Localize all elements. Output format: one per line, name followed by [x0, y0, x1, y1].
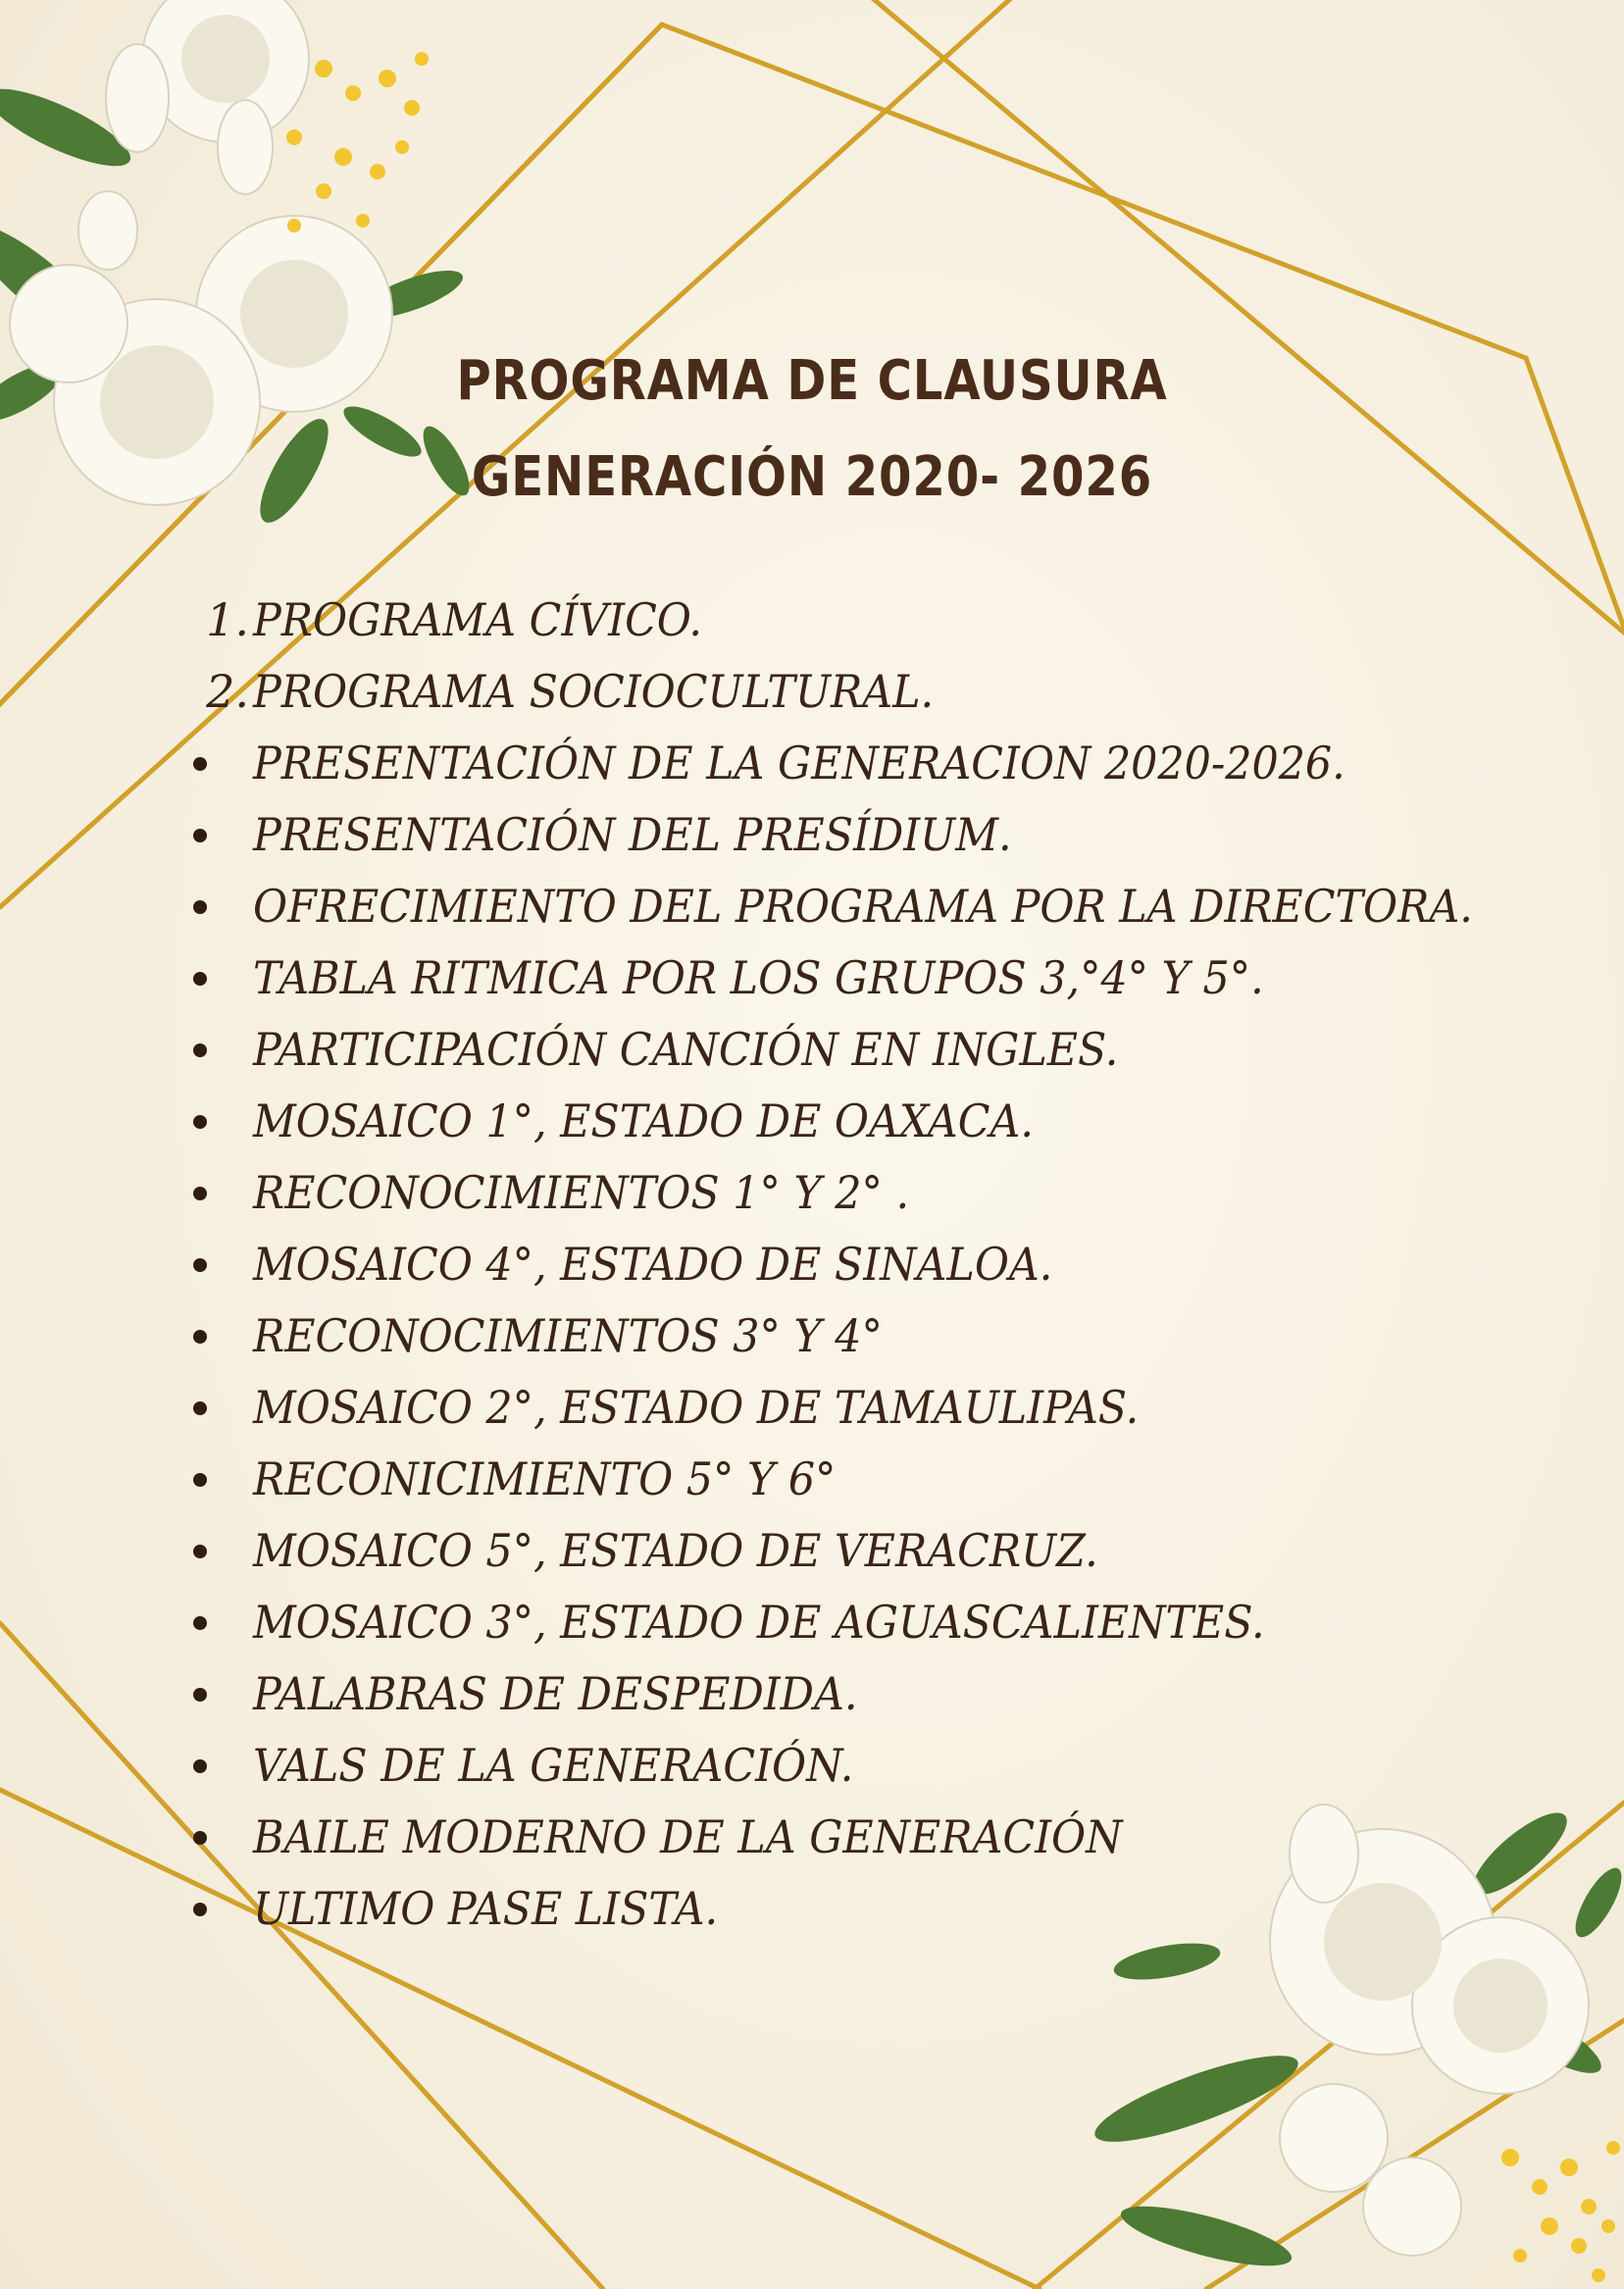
title-line-1: PROGRAMA DE CLAUSURA — [456, 349, 1168, 413]
item-text: MOSAICO 1°, ESTADO DE OAXACA. — [253, 1094, 1034, 1147]
bullet-dot-icon — [193, 1401, 207, 1415]
item-text: PRESENTACIÓN DEL PRESÍDIUM. — [253, 808, 1012, 861]
item-number: 1. — [206, 593, 249, 646]
bullet-item — [196, 1372, 1608, 1444]
bullet-item — [196, 1229, 1608, 1300]
bullet-dot-icon — [193, 1473, 207, 1487]
item-number: 2. — [206, 665, 249, 718]
item-text: PARTICIPACIÓN CANCIÓN EN INGLES. — [253, 1023, 1119, 1076]
bullet-item — [196, 799, 1608, 871]
item-text: ULTIMO PASE LISTA. — [253, 1882, 719, 1935]
bullet-dot-icon — [193, 1115, 207, 1129]
item-text: MOSAICO 2°, ESTADO DE TAMAULIPAS. — [253, 1381, 1140, 1434]
item-text: OFRECIMIENTO DEL PROGRAMA POR LA DIRECTORA. — [253, 880, 1473, 933]
bullet-dot-icon — [193, 757, 207, 771]
item-text: RECONOCIMIENTOS 1° Y 2° . — [253, 1166, 910, 1219]
bullet-dot-icon — [193, 1330, 207, 1344]
bullet-item — [196, 1587, 1608, 1658]
bullet-dot-icon — [193, 1258, 207, 1272]
item-text: PROGRAMA SOCIOCULTURAL. — [253, 665, 935, 718]
bullet-item — [196, 871, 1608, 942]
bullet-item — [196, 1658, 1608, 1730]
program-title — [0, 333, 1624, 526]
bullet-item — [196, 1086, 1608, 1157]
bullet-item — [196, 728, 1608, 799]
bullet-item — [196, 1014, 1608, 1086]
bullet-dot-icon — [193, 829, 207, 842]
title-line-2: GENERACIÓN 2020- 2026 — [471, 445, 1153, 509]
item-text: MOSAICO 3°, ESTADO DE AGUASCALIENTES. — [253, 1596, 1265, 1649]
item-text: RECONOCIMIENTOS 3° Y 4° — [253, 1309, 883, 1362]
bullet-dot-icon — [193, 1043, 207, 1057]
numbered-item — [196, 656, 1608, 728]
item-text: PALABRAS DE DESPEDIDA. — [253, 1667, 858, 1720]
item-text: MOSAICO 4°, ESTADO DE SINALOA. — [253, 1238, 1053, 1291]
item-text: VALS DE LA GENERACIÓN. — [253, 1739, 854, 1792]
bullet-item — [196, 1444, 1608, 1515]
bullet-item — [196, 942, 1608, 1014]
item-text: MOSAICO 5°, ESTADO DE VERACRUZ. — [253, 1524, 1098, 1577]
item-text: BAILE MODERNO DE LA GENERACIÓN — [253, 1810, 1123, 1863]
bullet-dot-icon — [193, 900, 207, 914]
bullet-item — [196, 1300, 1608, 1372]
bullet-item — [196, 1873, 1608, 1945]
item-text: RECONICIMIENTO 5° Y 6° — [253, 1452, 837, 1505]
bullet-dot-icon — [193, 1831, 207, 1845]
bullet-dot-icon — [193, 1688, 207, 1702]
bullet-list — [196, 728, 1608, 1945]
bullet-item — [196, 1157, 1608, 1229]
item-text: TABLA RITMICA POR LOS GRUPOS 3,°4° Y 5°. — [253, 951, 1264, 1004]
bullet-dot-icon — [193, 1187, 207, 1200]
program-list — [196, 585, 1608, 1945]
numbered-item — [196, 585, 1608, 656]
item-text: PRESENTACIÓN DE LA GENERACION 2020-2026. — [253, 737, 1345, 789]
bullet-dot-icon — [193, 1903, 207, 1916]
item-text: PROGRAMA CÍVICO. — [253, 593, 702, 646]
bullet-dot-icon — [193, 1759, 207, 1773]
bullet-item — [196, 1802, 1608, 1873]
bullet-item — [196, 1515, 1608, 1587]
bullet-item — [196, 1730, 1608, 1802]
bullet-dot-icon — [193, 1545, 207, 1558]
bullet-dot-icon — [193, 1616, 207, 1630]
bullet-dot-icon — [193, 972, 207, 986]
